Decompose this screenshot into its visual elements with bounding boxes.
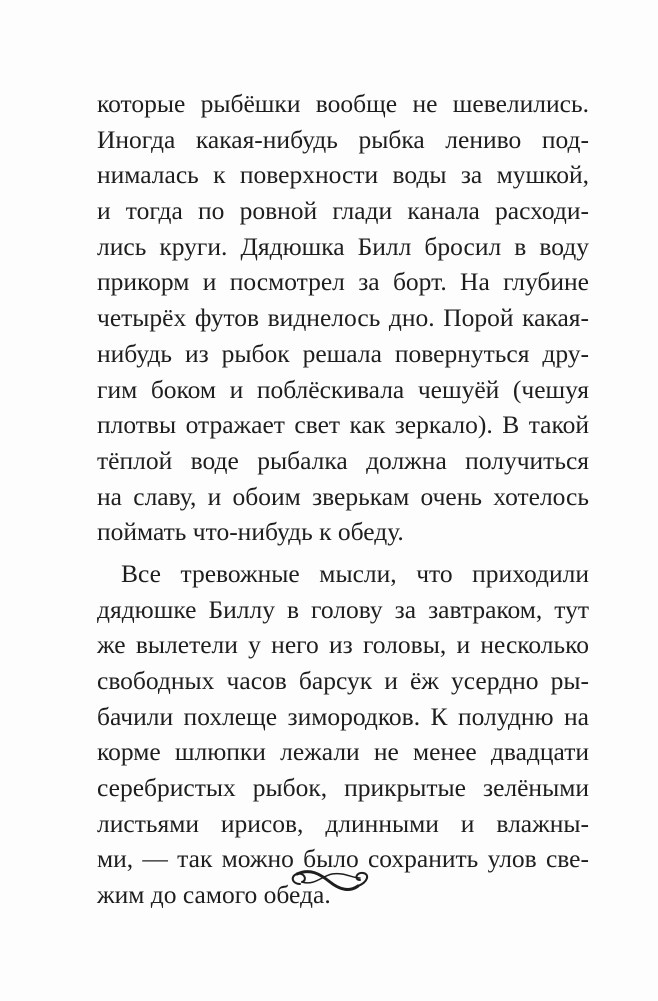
text-line: серебристых рыбок, прикрытые зелёными xyxy=(97,773,589,803)
text-line: поймать что-нибудь к обеду. xyxy=(97,517,404,547)
text-line: жим до самого обеда. xyxy=(97,880,331,910)
text-line: нибудь из рыбок решала повернуться дру- xyxy=(97,338,589,368)
text-line: четырёх футов виднелось дно. Порой какая- xyxy=(97,303,589,333)
text-line: которые рыбёшки вообще не шевелились. xyxy=(97,89,589,118)
text-line: лись круги. Дядюшка Билл бросил в воду xyxy=(97,231,589,261)
text-line: гим боком и поблёскивала чешуёй (чешуя xyxy=(97,374,589,404)
text-line: листьями ирисов, длинными и влажны- xyxy=(97,808,589,838)
text-line: Иногда какая-нибудь рыбка лениво под- xyxy=(97,124,589,154)
text-line: ми, — так можно было сохранить улов све- xyxy=(97,844,589,874)
text-line: корме шлюпки лежали не менее двадцати xyxy=(97,737,589,767)
text-line: Все тревожные мысли, что приходили xyxy=(121,558,589,588)
text-line: тёплой воде рыбалка должна получиться xyxy=(97,445,589,475)
text-line: прикорм и посмотрел за борт. На глубине xyxy=(97,267,589,297)
paragraph-2 xyxy=(97,556,589,913)
text-line: дядюшке Биллу в голову за завтраком, тут xyxy=(97,594,589,624)
flourish-divider-icon xyxy=(286,862,374,898)
page-body-text xyxy=(97,86,589,913)
text-line: на славу, и обоим зверькам очень хотелось xyxy=(97,481,589,511)
text-line: и тогда по ровной глади канала расходи- xyxy=(97,196,589,226)
text-line: свободных часов барсук и ёж усердно ры- xyxy=(97,666,589,695)
text-line: же вылетели у него из головы, и несколько xyxy=(97,630,589,660)
text-line: бачили похлеще зимородков. К полудню на xyxy=(97,701,589,731)
paragraph-1 xyxy=(97,86,589,550)
text-line: нималась к поверхности воды за мушкой, xyxy=(97,160,589,190)
text-line: плотвы отражает свет как зеркало). В такой xyxy=(97,410,589,440)
